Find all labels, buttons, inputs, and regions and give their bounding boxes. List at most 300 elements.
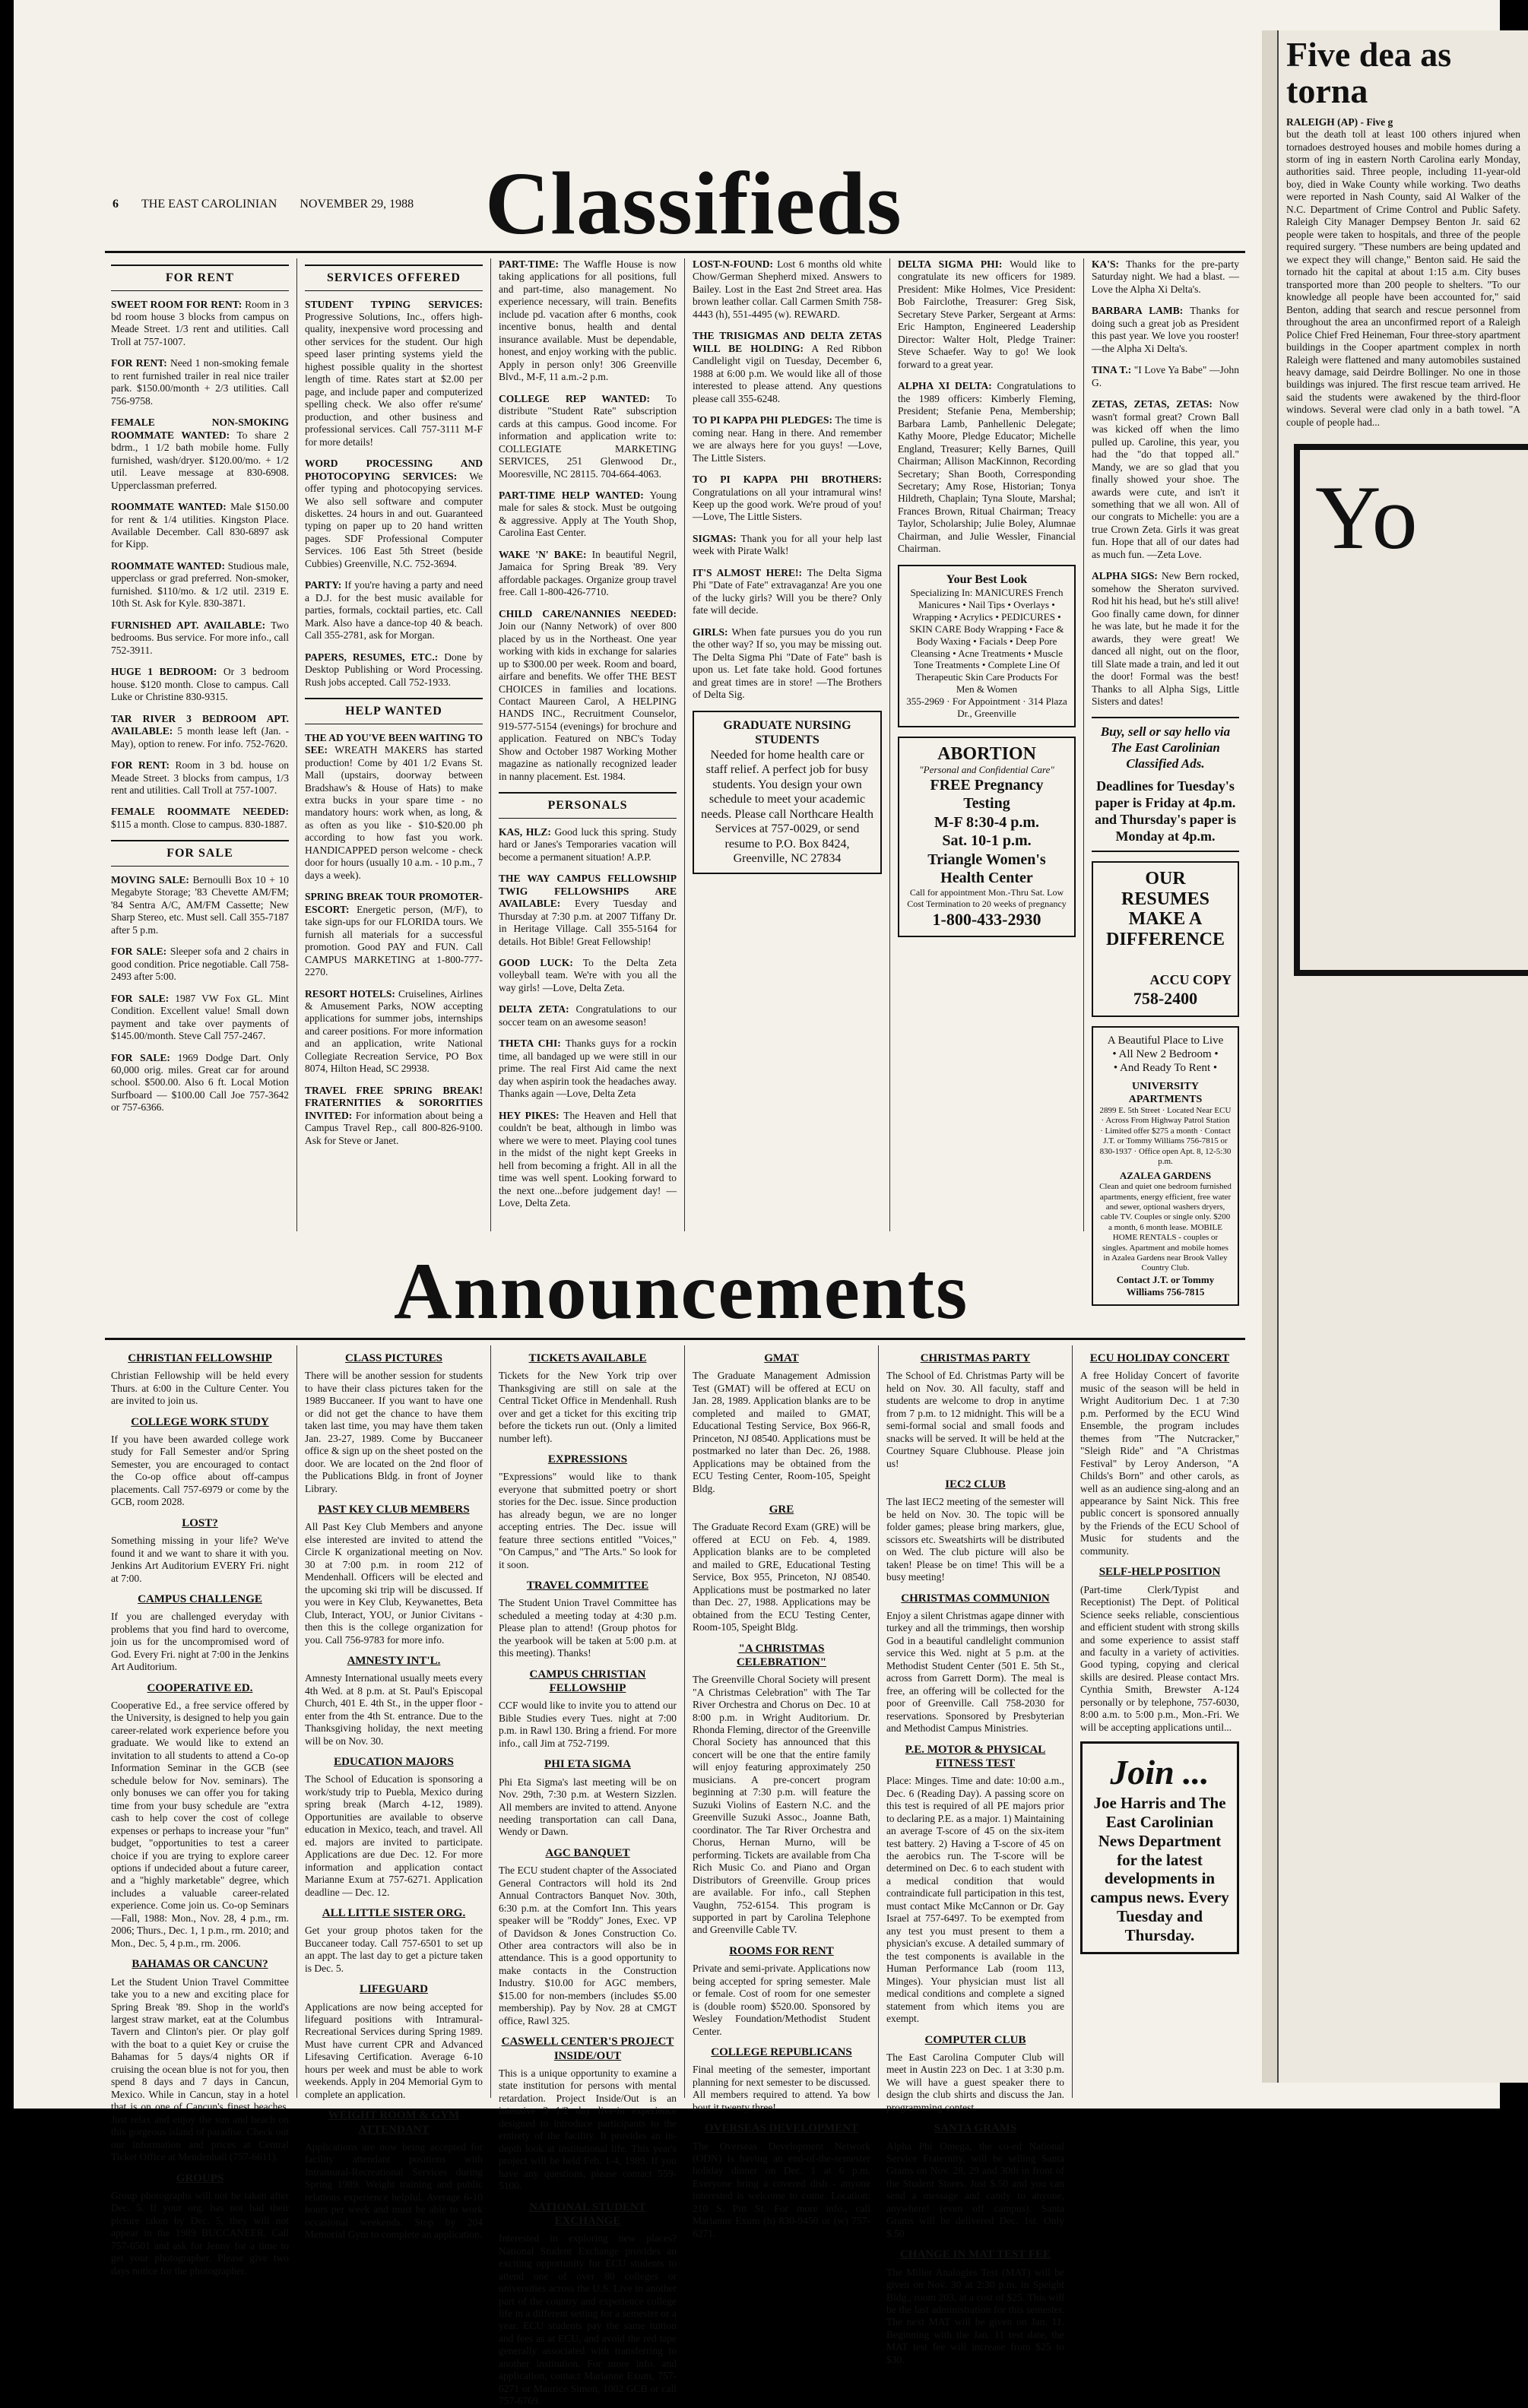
page-gutter (1262, 30, 1279, 2083)
classifieds-column-4 (686, 258, 888, 1231)
header-rule (105, 251, 1245, 253)
for-rent-heading: FOR RENT (111, 265, 289, 291)
ad-text: Thank you for all your help last week with Pirate Walk! (693, 532, 882, 557)
announcement-body: Cooperative Ed., a free service offered by the University, is designed to help you gain career-related work experience before you graduate. We would like to extend an invitation to all students to attend a Co-op Information Seminar in the GCB (see schedule below for Nov. seminars). The only bonuses we can offer you for taking time from your busy schedule are "extra cash to help cover the cost of college expenses or perhaps to increase your "fun" budget, "opportunities to test a career choice if you are trying to explore career options if undecided about a future career, and a "highly marketable" degree, which includes a valuable career-related experience. Come join us. Co-op Seminars—Fall, 1988: Mon., Nov. 28, 4 p.m., rm. 2006; Thurs., Dec. 1, 1 p.m., rm. 2010; and Mon., Dec. 5, 4 p.m., rm. 2006. (111, 1699, 289, 1949)
ad-lead: TO PI KAPPA PHI PLEDGES: (693, 414, 833, 426)
apartments-line-2: • All New 2 Bedroom • (1112, 1048, 1219, 1061)
announcements-title: Announcements (394, 1247, 969, 1335)
announcement-heading: ALL LITTLE SISTER ORG. (322, 1907, 466, 1920)
announcement-body: CCF would like to invite you to attend our Bible Studies every Tues. night at 7:00 p.m. in Rawl 130. Bring a friend. For more info., call Jim at 752-7199. (499, 1700, 677, 1749)
classified-ad (693, 567, 882, 617)
ad-text: Thanks guys for a rockin time, all bandaged up we were still in our prime. The real First Aid came the next day when aspirin took the headaches away. Thanks again —Love, Delta Zeta (499, 1038, 677, 1100)
announcement-body: The Graduate Record Exam (GRE) will be offered at ECU on Feb. 4, 1989. Application blanks are to be completed and mailed to GRE, Educational Testing Service, Box 955, Princeton, NJ 08540. Applications must be postmarked no later than Dec. 27, 1988. Applications may be obtained from the ECU Testing Center, Room-105, Speight Bldg. (693, 1521, 870, 1633)
ad-lead: ROOMMATE WANTED: (111, 501, 227, 513)
ad-lead: SWEET ROOM FOR RENT: (111, 298, 243, 310)
announcement-body: There will be another session for students to have their class pictures taken for the 1989 Buccaneer. If you want to have one or did not get the chance to have them taken last time, you may have them taken Jan. 23-27, 1989. Come by Buccaneer office & sign up on the sheet posted on the door. We are located on the 2nd floor of the Publications Bldg. in front of Joyner Library. (305, 1370, 483, 1494)
ad-text: For information about being a Campus Travel Rep., call 800-826-9100. Ask for Steve or Janet. (305, 1109, 483, 1146)
adjacent-page-fragment (1277, 30, 1528, 2083)
announcement-body: Private and semi-private. Applications now being accepted for spring semester. Male or female. Cost of room for one semester is (double room) $520.00. Sponsored by Wesley Foundation/Methodist Student Center. (693, 1963, 870, 2037)
ad-lead: BARBARA LAMB: (1092, 305, 1184, 317)
abortion-hours-saturday: Sat. 10-1 p.m. (942, 832, 1032, 850)
column-divider (684, 1345, 685, 2098)
ad-lead: FOR SALE: (111, 992, 170, 1004)
classified-ad (1092, 305, 1239, 355)
section-title: Classifieds (485, 154, 902, 253)
ad-lead: MOVING SALE: (111, 873, 189, 886)
best-look-body: Specializing In: MANICURES French Manicures • Nail Tips • Overlays • Wrapping • Acrylics • PEDICURES • SKIN CARE Body Wrapping • Face & Body Waxing • Facials • Deep Pore Cleansing • Acne Treatments • Muscle Tone Treatments • Complete Line Of Therapeutic Skin Care Products For Men & Women (909, 587, 1064, 695)
classified-ad (305, 1085, 483, 1147)
ad-lead: ALPHA XI DELTA: (898, 380, 992, 392)
ad-lead: STUDENT TYPING SERVICES: (305, 298, 483, 310)
classified-ad (111, 874, 289, 936)
ad-lead: GIRLS: (693, 626, 728, 638)
ad-lead: THE AD YOU'VE BEEN WAITING TO SEE: (305, 731, 483, 756)
ad-text: Thanks for the pre-party Saturday night. We had a blast. —Love the Alpha Xi Delta's. (1092, 258, 1239, 295)
help-wanted-list (305, 732, 483, 1148)
classified-ad (499, 1003, 677, 1028)
ad-lead: COLLEGE REP WANTED: (499, 392, 650, 404)
resumes-line-2: MAKE A (1128, 909, 1203, 930)
classified-ad (305, 651, 483, 689)
best-look-title: Your Best Look (946, 572, 1028, 586)
ad-lead: FOR SALE: (111, 1051, 170, 1063)
ad-text: Room in 3 bd room house 3 blocks from campus on Meade Street. 1/3 rent and utilities. Call Troll at 757-1007. (111, 298, 289, 347)
classified-ad (305, 579, 483, 642)
announcement-heading: TRAVEL COMMITTEE (526, 1579, 649, 1592)
classified-ad (111, 560, 289, 610)
ad-lead: PART-TIME HELP WANTED: (499, 489, 644, 501)
announcement-heading: LOST? (182, 1516, 218, 1529)
azalea-name: AZALEA GARDENS (1119, 1170, 1212, 1182)
ad-lead: SPRING BREAK TOUR PROMOTER-ESCORT: (305, 891, 483, 915)
apartments-contact: Contact J.T. or Tommy Williams 756-7815 (1116, 1273, 1215, 1297)
resumes-line-3: DIFFERENCE (1105, 929, 1225, 949)
ad-lead: PARTY: (305, 579, 342, 591)
classified-ad (1092, 364, 1239, 389)
announcement-heading: P.E. MOTOR & PHYSICAL FITNESS TEST (905, 1743, 1046, 1770)
announcement-body: Tickets for the New York trip over Thanksgiving are still on sale at the Central Ticket Office in Mendenhall. Rush over and get a ticket for this exciting trip before the tickets run out. (Only a limited number left). (499, 1370, 677, 1444)
classified-ad (305, 732, 483, 882)
classified-ad (111, 1052, 289, 1114)
ad-text: WREATH MAKERS has started production! Come by 401 1/2 Evans St. Mall (upstairs, doorway between Bradshaw's & House of Hats) to make extra bucks in your spare time - no mandatory hours: work when, as long, & as often as you like - $10-$20.00 ph according to how fast you work. HANDICAPPED person welcome - check door for hours (usually 10 a.m. - 10 p.m., 7 days a week). (305, 744, 483, 881)
announcement-body: All Past Key Club Members and anyone else interested are invited to attend the Circle K organizational meeting on Nov. 30 at 7:00 p.m. in room 212 of Mendenhall. Officers will be elected and the upcoming ski trip will be discussed. If you were in Key Club, Keywanettes, Beta Club, Interact, YOU, or Junior Civitans - then this is the college organization for you. Call 756-9783 for more info. (305, 1521, 483, 1646)
ad-text: In beautiful Negril, Jamaica for Spring Break '89. Very affordable packages. Organize group travel free. Call 1-800-426-7710. (499, 548, 677, 598)
ad-text: To distribute "Student Rate" subscription cards at this campus. Good income. For information and application write to: COLLEGIATE MARKETING SERVICES, 251 Glenwood Dr., Mooresville, NC 28115. 704-664-4063. (499, 392, 677, 480)
abortion-clinic-name: Triangle Women's Health Center (927, 851, 1046, 886)
ad-text: When fate pursues you do you run the other way? If so, you may be missing out. The Delta Sigma Phi "Date of Fate" bash is upon us. Let fate take hold. Good fortunes and great times are in store! —The Brothers of Delta Sig. (693, 626, 882, 701)
classified-ad (305, 458, 483, 570)
personals-list-continued (693, 258, 882, 702)
announcement-heading: OVERSEAS DEVELOPMENT (704, 2122, 859, 2135)
ad-lead: HEY PIKES: (499, 1109, 560, 1121)
announcements-rule (105, 1338, 1245, 1340)
classifieds-column-5 (892, 258, 1082, 1231)
announcements-list (1080, 1351, 1239, 1734)
announcement-body: Group photographs will not be taken after Dec. 5. If your org. has not had their picture taken by Dec. 5, they will not appear in the 1989 BUCCANEER. Call 757-6501 and ask for Jenny for a time to get your photographer. Please give two days notice for the photographer. (111, 2189, 289, 2277)
for-sale-heading: FOR SALE (111, 840, 289, 867)
ad-text: Join our (Nanny Network) of over 800 placed by us in the Northeast. One year working with kids in exchange for salaries up to $300.00 per week. Room and board, airfare and benefits. We offer THE BEST CHOICES in families and locations. Contact Maureen Carol, A HELPING HANDS INC., Recruitment Counselor, 919-577-5154 (evenings) for brochure and application. Featured on NBC's Today Show and October 1987 Working Mother magazine as nationally recognized leader in nanny placement. Est. 1984. (499, 620, 677, 782)
ad-text: Studious male, upperclass or grad preferred. Non-smoker, furnished. $110/mo. & 1/2 util. 2319 E. 10th St. Ask for Kyle. 830-3871. (111, 559, 289, 610)
abortion-subtitle: "Personal and Confidential Care" (919, 764, 1054, 776)
abortion-title: ABORTION (937, 743, 1036, 764)
ad-lead: THE WAY CAMPUS FELLOWSHIP TWIG FELLOWSHIPS ARE AVAILABLE: (499, 873, 677, 910)
help-wanted-heading: HELP WANTED (305, 698, 483, 724)
ad-text: Congratulations to the 1989 officers: Kimberly Fleming, President; Stefanie Pena, Membership; Barbara Lamb, Panhellenic Delegate; Kathy Moore, Pledge Educator; Michelle England, Treasurer; Kelly Barnes, Quill Chairman; Allison MacKinnon, Recording Secretary; Shan Booth, Corresponding Secretary; Amy Rose, Historian; Tonya Hildreth, Chaplain; Tyna Sloute, Marshal; Frances Brown, Ritual Chairman; Treacy Taylor, Scholarship; Julie Boley, Alumnae Chairman, and Julie Wessler, Financial Chairman. (898, 380, 1076, 555)
ad-text: The Heaven and Hell that couldn't be beat, although in limbo was where we were to meet. Playing cool tunes in the midst of the night kept Greeks in hell from becoming a fright. All in all the time was well spent. Looking forward to the next one...before judgement day! —Love, Delta Zeta. (499, 1109, 677, 1209)
announcements-column-6 (1074, 1345, 1245, 2098)
announcement-heading: EXPRESSIONS (547, 1453, 628, 1466)
classified-ad (499, 873, 677, 948)
ad-lead: THE TRISIGMAS AND DELTA ZETAS WILL BE HOLDING: (693, 330, 882, 354)
announcements-column-1 (105, 1345, 295, 2277)
abortion-note: Call for appointment Mon.-Thru Sat. Low Cost Termination to 20 weeks of pregnancy (907, 887, 1067, 909)
adjacent-body: but the death toll at least 100 others injured when tornadoes destroyed houses and mobile homes during a storm of ing in eastern North Carolina early Monday, authorities said. Three people, including 11-year-old boy, died in Wake County while working. Two deaths were reported in Nash County, said Al Walker of the N.C. Department of Crime Control and Public Safety. Raleigh City Manager Dempsey Benton Jr. said 62 people were taken to hospitals, and three of the people required surgery. "These numbers are being updated and we expect they will change," Benton said. He said the tornado hit the capital at about 1:15 a.m. City buses transported more than 200 people to shelters. "To our knowledge all people have been accounted for," said Benton, adding that search and rescue personnel from throughout the area an unconfirmed report of a Raleigh Police Chief Fred Heineman, Four three-story apartment buildings in the Cooper apartment complex in north Raleigh were flattened and many automobiles sustained heavy damage, said Deirdre Bollinger. No one in those buildings was injured. The first rescue team arrived. He said the students were awakened by the third-floor windows. Several were clad only in a bath towel. "A couple of people had... (1286, 128, 1520, 428)
announcement-heading: PHI ETA SIGMA (544, 1758, 631, 1771)
announcements-column-3 (493, 1345, 683, 2407)
classified-ad (111, 357, 289, 407)
announcements-section (105, 1345, 1245, 2407)
apartments-details: 2899 E. 5th Street · Located Near ECU · Across From Highway Patrol Station · Limited offer $275 a month · Contact J.T. or Tommy Williams 756-7815 or 830-1937 · Office open Apt. 8, 12-5:30 p.m. (1099, 1105, 1232, 1166)
classified-ad (693, 258, 882, 321)
announcement-heading: SANTA GRAMS (934, 2122, 1017, 2135)
ad-lead: WORD PROCESSING AND PHOTOCOPYING SERVICES: (305, 458, 483, 482)
page-number: 6 (113, 198, 119, 211)
ad-text: Or 3 bedroom house. $120 month. Close to campus. Call Luke or Christine 830-9315. (111, 666, 289, 703)
classified-ad (111, 759, 289, 797)
announcement-body: Something missing in your life? We've found it and we want to share it with you. Jenkins Art Auditorium EVERY Fri. night at 7:00. (111, 1535, 289, 1584)
best-look-ad-box (898, 565, 1076, 727)
column-divider (490, 258, 491, 1231)
ad-text: New Bern rocked, somehow the Sheraton survived. Rod hit his head, but he's still alive! Goo finally came down, for dinner he was late, but he made it for the awards, they were great! We danced all night, out on the floor, till Slate made a train, and led it out the door! Formal was the best! Thanks to all Alpha Sigs, Little Sisters and dates! (1092, 570, 1239, 707)
classified-ad (499, 549, 677, 599)
classified-ad (898, 258, 1076, 371)
ad-lead: DELTA SIGMA PHI: (898, 258, 1003, 270)
classified-ad (111, 417, 289, 492)
deadline-notice (1092, 717, 1239, 852)
classified-ad (693, 474, 882, 524)
announcement-heading: GROUPS (176, 2172, 224, 2185)
ad-text: "I Love Ya Babe" —John G. (1092, 364, 1239, 388)
adjacent-ad-text: Yo (1315, 467, 1418, 569)
classified-ad (898, 380, 1076, 556)
ad-lead: KAS, HLZ: (499, 825, 551, 838)
announcement-body: The School of Education is sponsoring a work/study trip to Puebla, Mexico during spring break (March 4-12, 1989). Opportunities are available to observe education in Mexico, teach, and travel. All ed. majors are invited to participate. Applications are due Dec. 12. For more information and application contact Marianne Exum at 757-6271. Application deadline — Dec. 12. (305, 1773, 483, 1898)
classified-ad (111, 501, 289, 551)
announcement-heading: TICKETS AVAILABLE (528, 1352, 647, 1364)
resumes-phone: 758-2400 (1133, 989, 1198, 1008)
announcement-body: The Student Union Travel Committee has scheduled a meeting today at 4:30 p.m. Please plan to attend! (Group photos for the yearbook will be taken at 5:00 p.m. at this meeting). Thanks! (499, 1597, 677, 1659)
announcement-body: Let the Student Union Travel Committee take you to a new and exciting place for Spring Break '89. Shop in the world's largest straw market, eat at the Columbus Tavern and Clinton's pier. Or play golf with the boat to a quiet Key or cruise the Bahamas for 5 days/4 nights OR if cruising the ocean blue is not for you, then spend 8 days and 7 days in Cancun, Mexico. While in Cancun, stay in a hotel that is on one of Cancun's finest beaches. Just relax and enjoy the sun and beach on this gorgeous island of paradise. Check out our information and prices at Central Ticket Office at Mendenhall (757-6611). (111, 1976, 289, 2163)
abortion-free-testing: FREE Pregnancy Testing (930, 777, 1044, 813)
ad-text: Young male for sales & stock. Must be outgoing & aggressive. Apply at The Youth Shop, Carolina East Center. (499, 489, 677, 539)
column-divider (1072, 1345, 1073, 2098)
adjacent-headline: Five dea as torna (1286, 35, 1452, 111)
ad-lead: FOR RENT: (111, 357, 167, 369)
azalea-details: Clean and quiet one bedroom furnished apartments, energy efficient, free water and sewer, optional washers dryers, cable TV. Couples or single only. $200 a month, 6 month lease. MOBILE HOME RENTALS - couples or singles. Apartment and mobile homes in Azalea Gardens near Brook Valley Country Club. (1099, 1182, 1232, 1273)
nursing-ad-box (693, 711, 882, 874)
ad-text: Male $150.00 for rent & 1/4 utilities. Kingston Place. Available December. Call 830-6897 ask for Kipp. (111, 501, 289, 550)
nursing-ad-title: GRADUATE NURSING STUDENTS (723, 718, 851, 747)
ad-text: The Delta Sigma Phi "Date of Fate" extravaganza! Are you one of the lucky girls? Will you be there? Only fate will decide. (693, 566, 882, 616)
classified-ad (111, 806, 289, 831)
ad-text: Energetic person, (M/F), to take sign-ups for our FLORIDA tours. We furnish all materials for a successful promotion. Good PAY and FUN. Call CAMPUS MARKETING at 1-800-777-2270. (305, 903, 483, 978)
personals-heading: PERSONALS (499, 792, 677, 819)
announcement-heading: CAMPUS CHRISTIAN FELLOWSHIP (529, 1668, 646, 1695)
classified-ad (111, 299, 289, 349)
announcement-heading: CAMPUS CHALLENGE (138, 1592, 262, 1605)
abortion-ad-box (898, 737, 1076, 938)
classified-ad (693, 414, 882, 464)
join-heading: Join ... (1110, 1753, 1209, 1792)
ad-text: 1969 Dodge Dart. Only 60,000 orig. miles. Great car for around school. $500.00. Also 6 ft. Local Motion Surfboard — $100.00 Call Joe 757-3642 or 757-6366. (111, 1051, 289, 1114)
join-news-box (1080, 1741, 1239, 1954)
classified-ad (693, 533, 882, 558)
ad-text: Room in 3 bd. house on Meade Street. 3 blocks from campus, 1/3 rent and utilities. Call Troll at 757-1007. (111, 759, 289, 796)
announcements-header (105, 1231, 1245, 1345)
ad-text: Progressive Solutions, Inc., offers high-quality, inexpensive word processing and other services for the student. Our high speed laser printing systems yield the highest possible quality in the shortest length of time. Rates start at $2.00 per page, and include paper and computerized spelling check. We also offer re'sume' production, and other business and professional services. Call 757-3111 M-F for more details! (305, 310, 483, 448)
announcement-heading: AGC BANQUET (545, 1846, 630, 1859)
announcement-body: The Graduate Management Admission Test (GMAT) will be offered at ECU on Jan. 28, 1989. Application blanks are to be completed and mailed to GMAT, Educational Testing Service, Box 966-R, Princeton, NJ 08540. Applications must be postmarked no later than Dec. 26, 1988. Applications may be obtained from the ECU Testing Center, Room-105, Speight Bldg. (693, 1370, 870, 1494)
ad-text: Sleeper sofa and 2 chairs in good condition. Price negotiable. Call 758-2493 after 5:00. (111, 946, 289, 983)
announcements-column-4 (686, 1345, 877, 2239)
announcement-body: Interested in exploring new places? National Student Exchange provides an exciting opportunity for ECU students to attend one of over 80 colleges or universities across the U.S. Live in another part of the country and experience college life in a different setting for a semester or a year. ECU students pay the same tuition and fees as at ECU, and avoid the red tape generally associated with transferring to another institution. For more info. and application, contact Marianne Exum, 757-6271 or Maurice Simon, 1002 GCB or call 757-6769. (499, 2232, 677, 2407)
announcement-body: Place: Minges. Time and date: 10:00 a.m., Dec. 6 (Reading Day). A passing score on this test is required of all PE majors prior to declaring P.E. as a major. 1) Maintaining an average T-score of 45 on the six-item test battery. 2) Having a T-score of 45 on the aerobics run. The T-score will be determined on Dec. 6 to each student with a medical condition that would contraindicate full participation in this test, must contact Mike McCannon or Dr. Gay Israel at 757-6497. To be exempted from any test you must present to them a physician's excuse. A detailed summary of the test components is available in the Human Performance Lab (room 113, Minges). Your physician must list all medical conditions and complete a signed statement from which items you are exempt. (886, 1775, 1064, 2025)
ad-lead: KA'S: (1092, 258, 1120, 270)
classified-ad (499, 957, 677, 994)
ad-lead: FEMALE ROOMMATE NEEDED: (111, 806, 289, 818)
ad-text: Congratulations to our soccer team on an awesome season! (499, 1003, 677, 1028)
ad-lead: WAKE 'N' BAKE: (499, 548, 587, 560)
announcement-body: The School of Ed. Christmas Party will be held on Nov. 30. All faculty, staff and students are welcome to drop in anytime from 7 p.m. to 12 midnight. This will be a semi-formal social and small foods and snacks will be served. It will be held at the Courtney Square Clubhouse. Please join us! (886, 1370, 1064, 1469)
announcement-heading: CHANGE IN MAT TEST FEE (899, 2248, 1051, 2261)
ad-text: Two bedrooms. Bus service. For more info., call 752-3911. (111, 619, 289, 656)
announcement-body: The Greenville Choral Society will present "A Christmas Celebration" with The Tar River Orchestra and Chorus on Dec. 10 at 8:00 p.m. in Wright Auditorium. Dr. Rhonda Fleming, director of the Greenville Choral Society has announced that this concert will be one that the entire family will enjoy featuring approximately 250 musicians. A pre-concert program beginning at 7:30 p.m. will feature the Suzuki Violins of Eastern N.C. and the Greenville Suzuki Assoc., Joanne Bath, coordinator. The Tar River Orchestra and Chorus, Hernan Murno, will be performing. Tickets are available from Cha Rich Music Co. and Piano and Organ Distributors of Greenville. Group prices are available. For info., call Stephen Vaughn, 752-6154. This program is supported in part by Carolina Telephone and Greenville Cable TV. (693, 1674, 870, 1936)
column-divider (878, 1345, 879, 2098)
announcement-heading: CHRISTMAS PARTY (920, 1352, 1031, 1364)
announcement-body: Applications are now being accepted for lifeguard positions with Intramural-Recreational Services during Spring 1989. Must have current CPR and Advanced Lifesaving Certification. Average 6-10 hours per week and must be able to work weekends. Apply in 204 Memorial Gym to complete an application. (305, 2001, 483, 2100)
announcement-heading: COLLEGE WORK STUDY (131, 1415, 269, 1428)
announcement-body: Christian Fellowship will be held every Thurs. at 6:00 in the Culture Center. You are invited to join us. (111, 1370, 289, 1407)
ad-lead: FOR RENT: (111, 759, 170, 772)
services-list (305, 299, 483, 689)
ad-text: Lost 6 months old white Chow/German Shepherd mixed. Answers to Bailey. Lost in the East 2nd Street area. Has brown leather collar. Call Carmen Smith 758-4443 (h), 551-4495 (w). REWARD. (693, 258, 882, 320)
announcement-body: If you have been awarded college work study for Fall Semester and/or Spring Semester, you are encouraged to contact the Co-op office about off-campus placements. Call 757-6979 or come by the GCB, room 2028. (111, 1434, 289, 1508)
apartments-name: UNIVERSITY APARTMENTS (1128, 1080, 1203, 1105)
ad-lead: TO PI KAPPA PHI BROTHERS: (693, 474, 882, 486)
classified-ad (499, 1110, 677, 1210)
ad-lead: FEMALE NON-SMOKING ROOMMATE WANTED: (111, 417, 289, 441)
adjacent-dateline: RALEIGH (AP) - Five g (1286, 116, 1393, 128)
announcement-heading: GRE (769, 1503, 794, 1516)
ad-lead: GOOD LUCK: (499, 957, 573, 969)
ad-lead: LOST-N-FOUND: (693, 258, 774, 270)
classified-ad (499, 258, 677, 384)
announcement-heading: AMNESTY INT'L. (347, 1654, 441, 1667)
announcement-heading: BAHAMAS OR CANCUN? (132, 1958, 268, 1971)
help-wanted-list-continued (499, 258, 677, 783)
ad-text: Would like to congratulate its new officers for 1989. President: Mike Holmes, Vice President: Bob Fairclothe, Treasurer: Greg Sisk, Secretary Steve Parker, Sergeant at Arms: Eric Hampton, Engineered Leadership Director: Walter Holt, Pledge Trainer: Steve Schaefer. Way to go! We look forward to a great year. (898, 258, 1076, 370)
announcement-body: Alpha Phi Omega, the co-ed National Service Fraternity, will be selling Santa Grams on Nov. 28, 29 and 30th in front of the Student Stores. Just $.50 and you can send a message and candy to anyone, anywhere! (even off campus). Santa Grams will be delivered Dec. 1st. Only $.50 (886, 2140, 1064, 2239)
announcement-body: If you are challenged everyday with problems that you find hard to overcome, join us for the uncompromised word of God. Every Fri. night at 7:00 in the Jenkins Art Auditorium. (111, 1611, 289, 1673)
ad-text: $115 a month. Close to campus. 830-1887. (111, 818, 287, 830)
classified-ad (111, 666, 289, 703)
personals-list-continued (1092, 258, 1239, 708)
classified-ad (499, 826, 677, 863)
announcement-heading: WEIGHT ROOM & GYM ATTENDANT (328, 2109, 460, 2136)
deadline-line-1: Buy, sell or say hello via The East Carolinian Classified Ads. (1100, 724, 1231, 771)
classifieds-column-3 (493, 258, 683, 1231)
announcement-heading: GMAT (764, 1352, 799, 1364)
announcement-heading: PAST KEY CLUB MEMBERS (318, 1503, 470, 1516)
classifieds-column-6 (1086, 258, 1245, 1297)
column-divider (684, 258, 685, 1231)
announcement-body: A free Holiday Concert of favorite music of the season will be held in Wright Auditorium Dec. 1 at 7:30 p.m. Performed by the ECU Wind Ensemble, the program includes themes from "The Nutcracker," "Sleigh Ride" and "A Christmas Festival" by Leroy Anderson, "A Childs's Born" and other carols, as well as an audience sing-along and an appearance by Saint Nick. This free public concert is sponsored annually by the Friends of the ECU School of Music for students and the community. (1080, 1370, 1239, 1557)
classified-ad (499, 608, 677, 784)
personals-list-continued (898, 258, 1076, 556)
classified-ad (111, 619, 289, 657)
classified-ad (111, 713, 289, 750)
announcement-body: This is a unique opportunity to examine a state institution for persons with mental retardation. Project Inside/Out is an intensive 3 1/2 day live-in experience designed to introduce participants to the entirety of the facility. It provides an in-depth look at institutional life. This year's project will be held Feb. 1-4, 1989. If you have any questions, please contact 559-5100. (499, 2067, 677, 2192)
ad-lead: TAR RIVER 3 BEDROOM APT. AVAILABLE: (111, 712, 289, 737)
announcement-body: The ECU student chapter of the Associated General Contractors will hold its 2nd Annual Contractors Banquet Nov. 30th, 6:30 p.m. at the Comfort Inn. This years speaker will be "Roddy" Jones, Exec. VP of Davidson & Jones Construction Co. Other area contractors will also be in attendance. This is a good opportunity to make contacts in the Construction Industry. $10.00 for AGC members, $15.00 for non-members (includes $5.00 membership). Pay by Nov. 28 at CMGT office, Rawl 325. (499, 1865, 677, 2026)
paper-name: THE EAST CAROLINIAN (141, 198, 277, 211)
ad-lead: CHILD CARE/NANNIES NEEDED: (499, 607, 677, 619)
announcement-heading: COOPERATIVE ED. (147, 1681, 253, 1694)
classified-ad (499, 490, 677, 540)
announcement-heading: EDUCATION MAJORS (334, 1756, 454, 1769)
ad-text: Every Tuesday and Thursday at 7:30 p.m. at 2007 Tiffany Dr. in Heritage Village. Call 355-5164 for details. Hot Bible! Great Fellowship! (499, 898, 677, 947)
classified-ad (111, 946, 289, 983)
announcement-heading: COLLEGE REPUBLICANS (711, 2046, 852, 2059)
ad-text: If you're having a party and need a D.J. for the best music available for parties, formals, cocktail parties, etc. Call Mark. Also have a dance-top 40 & beach. Call 355-2781, ask for Morgan. (305, 579, 483, 642)
classified-ad (305, 891, 483, 978)
issue-date: NOVEMBER 29, 1988 (300, 198, 414, 211)
abortion-phone: 1-800-433-2930 (932, 909, 1041, 929)
ad-lead: TRAVEL FREE SPRING BREAK! FRATERNITIES & SORORITIES INVITED: (305, 1084, 483, 1121)
classified-ad (499, 393, 677, 480)
classified-ad (1092, 398, 1239, 561)
announcement-heading: CLASS PICTURES (345, 1352, 442, 1364)
ad-text: Good luck this spring. Study hard or Janes's Temporaries vacation will become a permanent situation! A.P.P. (499, 825, 677, 863)
ad-lead: PAPERS, RESUMES, ETC.: (305, 651, 439, 663)
announcement-body: The East Carolina Computer Club will meet in Austin 223 on Dec. 1 at 3:30 p.m. We will have a guest speaker there to design the club shirts and discuss the Jan. programming contest. (886, 2051, 1064, 2113)
best-look-contact: 355-2969 · For Appointment · 314 Plaza Dr., Greenville (906, 695, 1067, 719)
ad-text: Cruiselines, Airlines & Amusement Parks, NOW accepting applications for summer jobs, internships and career positions. For more information and an application, write National Collegiate Recreation Service, PO Box 8074, Hilton Head, SC 29938. (305, 987, 483, 1075)
resumes-line-1: OUR RESUMES (1121, 869, 1210, 909)
apartments-line-1: A Beautiful Place to Live (1107, 1034, 1224, 1047)
classified-ad (305, 299, 483, 449)
announcement-heading: ROOMS FOR RENT (729, 1944, 834, 1957)
classified-ad (693, 330, 882, 405)
ad-lead: ALPHA SIGS: (1092, 570, 1158, 582)
ad-text: Thanks for doing such a great job as President this past year. We love you rooster! —the Alpha Xi Delta's. (1092, 305, 1239, 354)
ad-lead: ROOMMATE WANTED: (111, 559, 226, 572)
ad-lead: IT'S ALMOST HERE!: (693, 566, 802, 578)
ad-lead: HUGE 1 BEDROOM: (111, 666, 217, 678)
classified-ad (1092, 570, 1239, 708)
ad-text: A Red Ribbon Candlelight vigil on Tuesday, December 6, 1988 at 6:00 p.m. We would like all of those interested to please attend. Any questions please call 355-6248. (693, 342, 883, 404)
ad-lead: FURNISHED APT. AVAILABLE: (111, 619, 266, 631)
ad-text: 1987 VW Fox GL. Mint Condition. Excellent value! Small down payment and take over payments of $145.00/month. Steve Call 757-2467. (111, 992, 289, 1042)
ad-lead: TINA T.: (1092, 364, 1132, 376)
announcement-heading: CHRISTMAS COMMUNION (901, 1592, 1050, 1605)
announcement-heading: LIFEGUARD (359, 1983, 428, 1996)
column-divider (889, 258, 890, 1231)
announcement-body: Enjoy a silent Christmas agape dinner with turkey and all the trimmings, then worship God in a beautiful candlelight communion service this Wed. night at 5 p.m. at the Methodist Student Center (501 E. 5th St., across from Garrett Dorm). The meal is free, an offering will be collected for the poor of Greenville. Call 758-2030 for reservations. Sponsored by Presbyterian and Methodist Campus Ministries. (886, 1609, 1064, 1735)
ad-text: Now wasn't formal great? Crown Ball was kicked off when the limo pulled up. Caroline, this year, you had the "do that topped all." Mandy, we are so glad that you finally showed your shoe. The awards were cute, and isn't it something that we all won. All of our congrats to Michelle: you are a true Crown Zeta. Girls it was great fun. Hope that all of our dates had as much fun. —Zeta Love. (1092, 398, 1239, 560)
column-divider (296, 258, 297, 1231)
ad-text: Done by Desktop Publishing or Word Processing. Rush jobs accepted. Call 752-1933. (305, 651, 483, 688)
announcement-body: Get your group photos taken for the Buccaneer today. Call 757-6501 to set up an appt. The last day to get a picture taken is Dec. 5. (305, 1925, 483, 1974)
classified-ad (693, 626, 882, 702)
announcements-column-5 (880, 1345, 1070, 2365)
join-text: Joe Harris and The East Carolinian News Department for the latest developments in campus news. Every Tuesday and Thursday. (1090, 1794, 1229, 1944)
classifieds-column-2 (299, 258, 489, 1231)
announcement-body: Phi Eta Sigma's last meeting will be on Nov. 29th, 7:30 p.m. at Western Sizzlen. All members are invited to attend. Anyone needing transportation can call Dana, Wendy or Dawn. (499, 1776, 677, 1838)
ad-text: Congratulations on all your intramural wins! Keep up the good work. We're proud of you! —Love, The Little Sisters. (693, 486, 882, 523)
ad-lead: RESORT HOTELS: (305, 987, 395, 1000)
ad-text: Need 1 non-smoking female to rent furnished trailer in real nice trailer park. $150.00/month + 2/3 utilities. Call 756-9758. (111, 357, 289, 407)
accu-copy-logo: ACCU COPY (1149, 972, 1232, 988)
abortion-hours-weekday: M-F 8:30-4 p.m. (934, 813, 1040, 831)
announcement-heading: CHRISTIAN FELLOWSHIP (128, 1352, 272, 1364)
announcement-heading: NATIONAL STUDENT EXCHANGE (529, 2200, 646, 2227)
announcement-heading: "A CHRISTMAS CELEBRATION" (736, 1642, 827, 1668)
column-divider (296, 1345, 297, 2098)
resumes-ad-box (1092, 861, 1239, 1016)
announcement-heading: ECU HOLIDAY CONCERT (1089, 1352, 1230, 1364)
ad-lead: ZETAS, ZETAS, ZETAS: (1092, 398, 1213, 410)
ad-lead: SIGMAS: (693, 532, 737, 544)
ad-lead: FOR SALE: (111, 946, 167, 958)
announcement-body: (Part-time Clerk/Typist and Receptionist) The Dept. of Political Science seeks reliable, conscientious and efficient student with strong skills and some experience to assist staff and faculty in a variety of activities. Good typing, copying and clerical skills are desired. Please contact Mrs. Cynthia Smith, Brewster A-124 personally or by telephone, 757-6030, 8:00 a.m. to 5:00 p.m., Mon.-Fri. We will be accepting applications until... (1080, 1583, 1239, 1733)
ad-text: The Waffle House is now taking applications for all positions, full and part-time, also management. No experience necessary, will train. Benefits include pd. vacation after 6 months, cook incentive bonus, health and dental insurance available. Must be dependable, honest, and enjoy working with the public. Apply in person only! 306 Greenville Blvd., M-F, 11 a.m.-2 p.m. (499, 258, 677, 383)
classified-ad (111, 993, 289, 1043)
classified-ad (305, 988, 483, 1076)
ad-lead: PART-TIME: (499, 258, 560, 270)
column-divider (490, 1345, 491, 2098)
announcement-body: Final meeting of the semester, important planning for next semester to be discussed. All members required to attend. Ya bow bout it twenty three! (693, 2064, 870, 2113)
announcement-body: "Expressions" would like to thank everyone that submitted poetry or short stories for the Dec. issue. Since production has already begun, we are no longer accepting entries. The Dec. issue will feature three sections entitled "Voices," "On Campus," and "The Arts." So look for it soon. (499, 1471, 677, 1570)
ad-lead: THETA CHI: (499, 1038, 561, 1050)
deadline-line-2: Deadlines for Tuesday's paper is Friday at 4p.m. and Thursday's paper is Monday at 4p.m. (1095, 778, 1236, 844)
adjacent-ad-frame (1294, 444, 1528, 976)
services-heading: SERVICES OFFERED (305, 265, 483, 291)
ad-text: The time is coming near. Hang in there. And remember we are always here for you guys! —Love, The Little Sisters. (693, 414, 882, 464)
classifieds-header (105, 144, 1245, 258)
announcement-body: The Miller Analogies Test (MAT) will be given on Nov. 30 at 2:30 p.m. in Speight Bldg., room 203, at a cost of $25. This will be the last administration for this semester. The next MAT will be given on Jan. 11. Beginning with the Jan. 11 test date, the MAT test fee will increase from $25 to $30. (886, 2266, 1064, 2365)
classified-ad (1092, 258, 1239, 296)
announcement-heading: CASWELL CENTER'S PROJECT INSIDE/OUT (501, 2036, 674, 2062)
announcement-body: Amnesty International usually meets every 4th Wed. at 8 p.m. at St. Paul's Episcopal Church, 401 E. 4th St., in the upper floor - enter from the 4th St. entrance. Due to the Thanksgiving holiday, the next meeting will be on Nov. 30. (305, 1672, 483, 1747)
announcements-column-2 (299, 1345, 489, 2241)
classified-ad (499, 1038, 677, 1100)
for-rent-list (111, 299, 289, 832)
apartments-line-3: • And Ready To Rent • (1113, 1062, 1218, 1075)
announcement-heading: IEC2 CLUB (945, 1478, 1006, 1491)
ad-text: To the Delta Zeta volleyball team. We're with you all the way girls! —Love, Delta Zeta. (499, 957, 677, 993)
ad-text: To share 2 bdrm., 1 1/2 bath mobile home. Fully furnished, wash/dryer. $120.00/mo. + 1/2 util. Leave message at 830-6908. Upperclassman preferred. (111, 429, 289, 491)
column-divider (1083, 258, 1084, 1231)
ad-text: We offer typing and photocopying services. We also sell software and computer diskettes. 24 hours in and out. Guaranteed typing on paper up to 20 hand written pages. SDF Professional Computer Services. 106 East 5th Street (beside Cubbies) Greenville, N.C. 752-3694. (305, 470, 483, 569)
page-meta (113, 198, 414, 211)
announcement-heading: COMPUTER CLUB (924, 2033, 1026, 2046)
classifieds-column-1 (105, 258, 295, 1231)
announcement-body: The Overseas Development Network (ODN) is having an end-of-the-semester holiday dinner on Dec. 1 at 6 p.m. Everyone bring a covered dish - anyone interested is welcome to come. Location: 210 S. Pitt St. For more info., call Marianne Exum (h) 830-9450 or (w) 757-6271. (693, 2140, 870, 2239)
announcement-heading: SELF-HELP POSITION (1098, 1566, 1221, 1579)
ad-text: 5 month lease left (Jan. - May), option to renew. For info. 752-7620. (111, 725, 289, 749)
nursing-ad-body: Needed for home health care or staff relief. A perfect job for busy students. You design your own schedule to meet your academic needs. Please call Northcare Health Services at 757-0029, or send resume to P.O. Box 8424, Greenville, NC 27834 (700, 748, 873, 866)
